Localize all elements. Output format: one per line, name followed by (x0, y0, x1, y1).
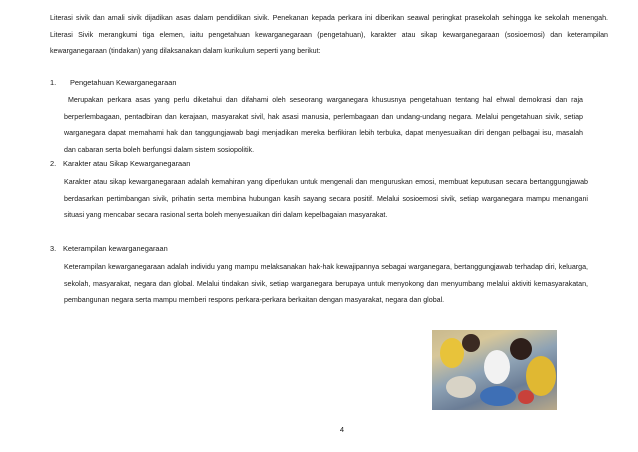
section-2-number: 2. (50, 159, 57, 168)
intro-paragraph: Literasi sivik dan amali sivik dijadikan asas dalam pendidikan sivik. Penekanan kepada perkara ini diberikan seawal peringkat prasekolah sehingga ke sekolah menengah. Literasi Sivik merangkumi tiga elemen, iaitu pengetahuan kewarganegaraan (pengetahuan), karakter atau sikap kewarganegaraan (sosioemosi) dan keterampilan kewarganegaraan (tindakan) yang dilaksanakan dalam kurikulum seperti yang berikut: (50, 14, 608, 55)
classroom-photo (432, 330, 557, 410)
section-1-number: 1. (50, 78, 57, 87)
photo-figure (518, 390, 534, 404)
photo-figure (526, 356, 556, 396)
section-1-body: Merupakan perkara asas yang perlu diketahui dan difahami oleh seseorang warganegara khususnya pengetahuan tentang hal ehwal demokrasi dan raja berperlembagaan, pentadbiran dan kerajaan, masyarakat sivil, hak asasi manusia, perlembagaan dan undang-undang negara. Melalui pengetahuan sivik, setiap warganegara dapat memahami hak dan tanggungjawab bagi menjadikan mereka berfikiran lebih terbuka, dapat menyesuaikan diri dengan pelbagai isu, masalah dan cabaran serta boleh berfungsi dalam sistem sosiopolitik. (64, 96, 583, 154)
section-2-body: Karakter atau sikap kewarganegaraan adalah kemahiran yang diperlukan untuk mengenali dan menguruskan emosi, membuat keputusan secara bertanggungjawab berdasarkan pertimbangan sivik, prihatin serta membina hubungan kasih sayang secara positif. Melalui sosioemosi sivik, setiap warganegara mampu menangani situasi yang mencabar secara rasional serta boleh menyesuaikan diri dalam kepelbagaian masyarakat. (64, 178, 588, 219)
section-3-body: Keterampilan kewarganegaraan adalah individu yang mampu melaksanakan hak-hak kewajipannya sebagai warganegara, bertanggungjawab terhadap diri, keluarga, sekolah, masyarakat, negara dan global. Melalui tindakan sivik, setiap warganegara berupaya untuk menyokong dan menyumbang melalui aktiviti kemasyarakatan, pembangunan negara serta mampu memberi respons perkara-perkara berkaitan dengan masyarakat, negara dan global. (64, 263, 588, 304)
section-1-heading (50, 77, 176, 89)
section-1-title: Pengetahuan Kewarganegaraan (70, 78, 177, 87)
section-2-title: Karakter atau Sikap Kewarganegaraan (63, 159, 191, 168)
photo-figure (446, 376, 476, 398)
section-3-number: 3. (50, 244, 57, 253)
photo-figure (440, 338, 464, 368)
page-number: 4 (339, 425, 345, 434)
photo-figure (484, 350, 510, 384)
photo-figure (462, 334, 480, 352)
section-3-title: Keterampilan kewarganegaraan (63, 244, 168, 253)
photo-figure (510, 338, 532, 360)
photo-figure (480, 386, 516, 406)
section-2-heading (50, 158, 190, 170)
section-3-heading (50, 243, 168, 255)
